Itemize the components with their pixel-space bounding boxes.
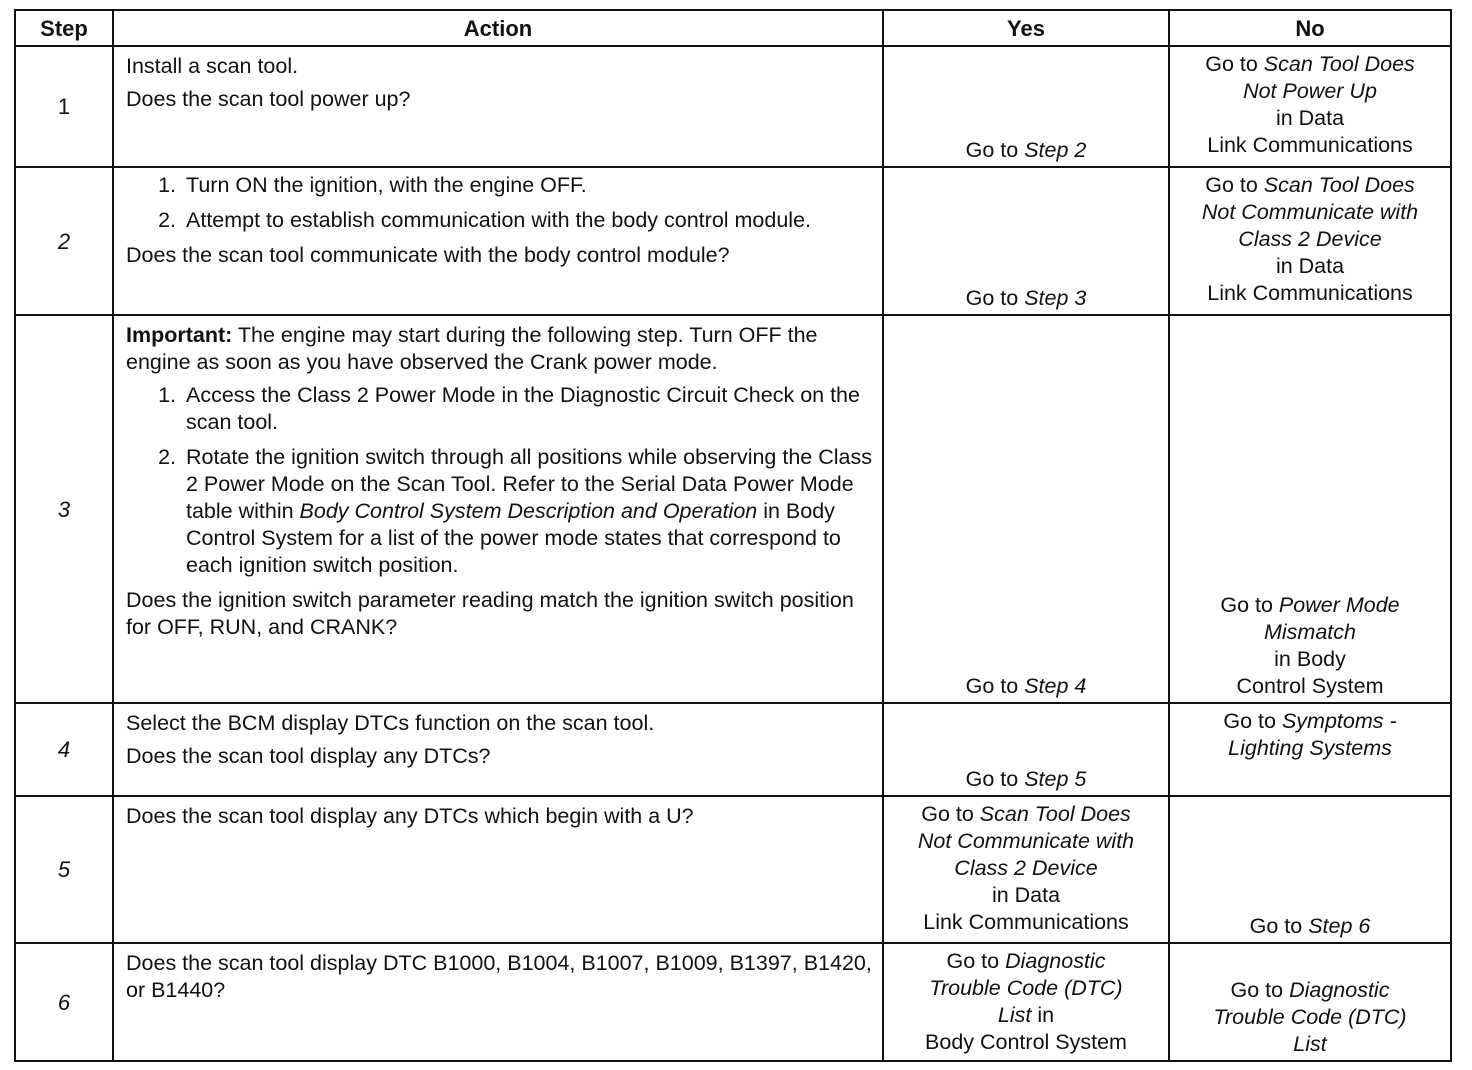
no-link[interactable]: Diagnostic	[1289, 978, 1390, 1002]
yes-link[interactable]: Step 2	[1024, 138, 1087, 162]
action-item: 2. Attempt to establish communication with the body control module.	[182, 207, 872, 234]
action-item-text: Rotate the ignition switch through all positions while observing the Class 2 Power Mode on the Scan Tool. Refer to the Serial Data Power Mode table within	[186, 445, 872, 523]
no-suffix: in Body	[1274, 647, 1346, 671]
no-suffix: Link Communications	[1207, 133, 1413, 157]
action-question: Does the scan tool display any DTCs?	[126, 744, 491, 768]
yes-cell	[883, 46, 1169, 167]
yes-link[interactable]: Step 4	[1024, 674, 1087, 698]
yes-suffix: in Data	[991, 883, 1061, 907]
action-cell	[113, 796, 883, 943]
no-link-cont[interactable]: Lighting Systems	[1228, 736, 1392, 760]
no-cell	[1169, 46, 1451, 167]
important-note	[126, 322, 872, 376]
action-question: Does the scan tool power up?	[126, 87, 411, 111]
yes-prefix: Go to	[965, 138, 1025, 162]
header-no: No	[1169, 10, 1451, 46]
yes-suffix: Link Communications	[923, 910, 1129, 934]
action-item-text: in Body Control System for a list of the power mode states that correspond to each ignition switch position.	[186, 499, 841, 577]
no-cell	[1169, 703, 1451, 796]
yes-link-cont[interactable]: Not Communicate with	[917, 829, 1135, 853]
yes-prefix: Go to	[965, 286, 1025, 310]
step-number: 1	[15, 46, 113, 167]
yes-link[interactable]: Diagnostic	[1005, 949, 1106, 973]
action-item: 1. Turn ON the ignition, with the engine OFF.	[182, 172, 872, 199]
no-link[interactable]: Step 6	[1308, 914, 1371, 938]
action-question: Does the scan tool communicate with the body control module?	[126, 243, 730, 267]
table-row	[15, 703, 1451, 796]
no-prefix: Go to	[1205, 52, 1264, 76]
yes-suffix: in	[1031, 1003, 1055, 1027]
action-cell	[113, 703, 883, 796]
yes-link-cont[interactable]: Class 2 Device	[954, 856, 1098, 880]
no-cell	[1169, 796, 1451, 943]
no-prefix: Go to	[1223, 709, 1282, 733]
important-text: The engine may start during the following step. Turn OFF the engine as soon as you have observed the Crank power mode.	[126, 323, 818, 374]
action-question: Does the scan tool display any DTCs which begin with a U?	[126, 804, 694, 828]
yes-suffix: Body Control System	[925, 1030, 1127, 1054]
action-cell	[113, 46, 883, 167]
no-prefix: Go to	[1205, 173, 1264, 197]
yes-prefix: Go to	[946, 949, 1006, 973]
important-label: Important:	[126, 323, 233, 347]
no-link-cont[interactable]: Not Power Up	[1243, 79, 1377, 103]
step-number: 2	[15, 167, 113, 315]
no-suffix: in Data	[1275, 254, 1345, 278]
no-link-cont[interactable]: Not Communicate with	[1201, 200, 1419, 224]
header-yes: Yes	[883, 10, 1169, 46]
action-text: Select the BCM display DTCs function on the scan tool.	[126, 711, 655, 735]
yes-link-cont[interactable]: Trouble Code (DTC)	[929, 976, 1123, 1000]
header-step: Step	[15, 10, 113, 46]
action-text: Install a scan tool.	[126, 54, 299, 78]
yes-cell	[883, 167, 1169, 315]
table-row	[15, 46, 1451, 167]
no-suffix: Link Communications	[1207, 281, 1413, 305]
header-action: Action	[113, 10, 883, 46]
no-link[interactable]: Symptoms -	[1281, 709, 1397, 733]
no-prefix: Go to	[1220, 593, 1279, 617]
no-link-cont[interactable]: Trouble Code (DTC)	[1213, 1005, 1407, 1029]
yes-link-cont[interactable]: List	[997, 1003, 1032, 1027]
no-cell	[1169, 943, 1451, 1061]
no-suffix: in Data	[1275, 106, 1345, 130]
diagnostic-table	[14, 9, 1452, 1062]
action-cell	[113, 315, 883, 703]
yes-prefix: Go to	[965, 674, 1025, 698]
step-number: 4	[15, 703, 113, 796]
no-cell	[1169, 315, 1451, 703]
no-link[interactable]: Scan Tool Does	[1263, 173, 1415, 197]
yes-cell	[883, 943, 1169, 1061]
table-row	[15, 315, 1451, 703]
no-cell	[1169, 167, 1451, 315]
no-link[interactable]: Power Mode	[1278, 593, 1400, 617]
action-item-link[interactable]: Body Control System Description and Operation	[299, 499, 758, 523]
action-item: 1. Access the Class 2 Power Mode in the Diagnostic Circuit Check on the scan tool.	[182, 382, 872, 436]
no-link-cont[interactable]: Class 2 Device	[1238, 227, 1382, 251]
action-cell	[113, 167, 883, 315]
step-number: 5	[15, 796, 113, 943]
no-prefix: Go to	[1230, 978, 1290, 1002]
no-suffix: Control System	[1236, 674, 1384, 698]
table-row	[15, 943, 1451, 1061]
step-number: 3	[15, 315, 113, 703]
yes-link[interactable]: Step 5	[1024, 767, 1087, 791]
header-row	[15, 10, 1451, 46]
no-prefix: Go to	[1249, 914, 1309, 938]
action-list	[126, 382, 872, 579]
action-question: Does the ignition switch parameter reading match the ignition switch position for OFF, RUN, and CRANK?	[126, 588, 854, 639]
action-list	[126, 172, 872, 234]
yes-prefix: Go to	[921, 802, 980, 826]
action-question: Does the scan tool display DTC B1000, B1004, B1007, B1009, B1397, B1420, or B1440?	[126, 951, 872, 1002]
table-row	[15, 167, 1451, 315]
yes-cell	[883, 796, 1169, 943]
no-link-cont[interactable]: List	[1293, 1032, 1327, 1056]
yes-cell	[883, 703, 1169, 796]
action-item	[182, 444, 872, 579]
no-link[interactable]: Scan Tool Does	[1263, 52, 1415, 76]
yes-cell	[883, 315, 1169, 703]
table-row	[15, 796, 1451, 943]
yes-link[interactable]: Step 3	[1024, 286, 1087, 310]
no-link-cont[interactable]: Mismatch	[1264, 620, 1356, 644]
yes-prefix: Go to	[965, 767, 1025, 791]
yes-link[interactable]: Scan Tool Does	[979, 802, 1131, 826]
step-number: 6	[15, 943, 113, 1061]
action-cell	[113, 943, 883, 1061]
